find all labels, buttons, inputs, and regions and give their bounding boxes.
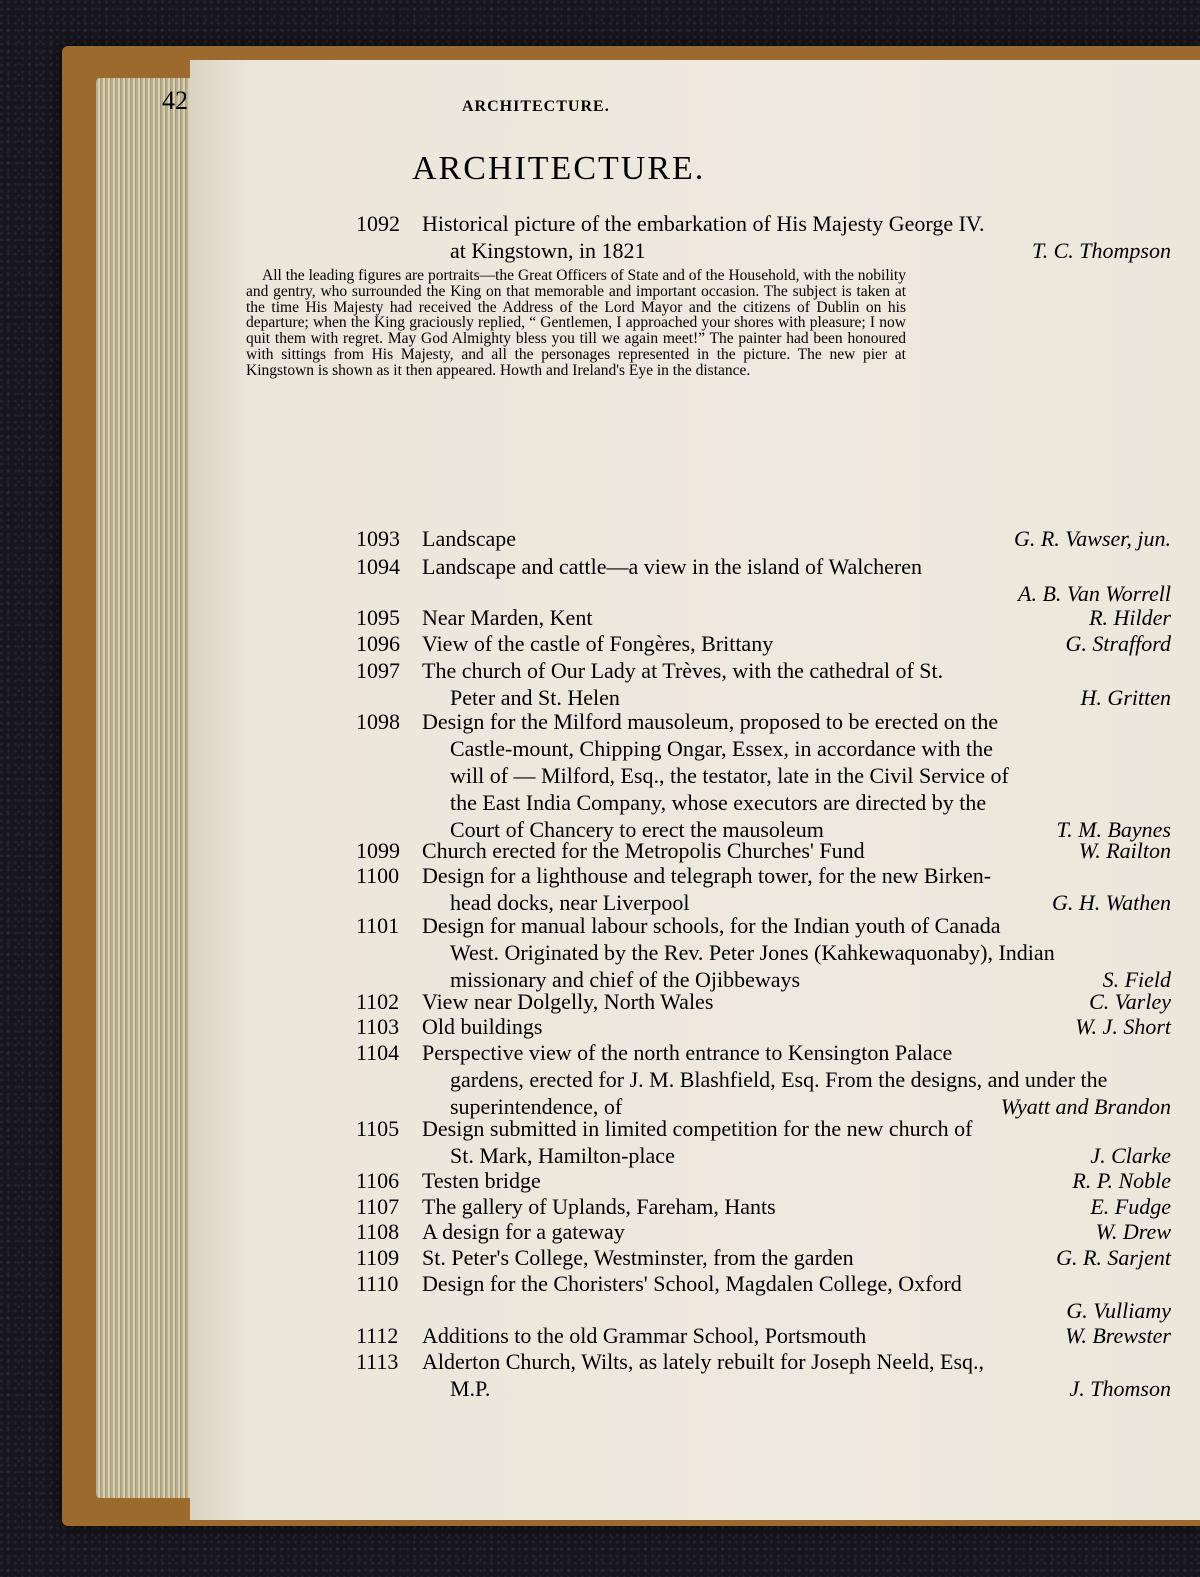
entry-title: A design for a gateway [422,1219,625,1244]
entry-number: 1098 [356,709,400,734]
entry-continuation: St. Mark, Hamilton-place [450,1143,675,1168]
entry-1103 [356,1013,1171,1041]
entry-title: Perspective view of the north entrance to Kensington Palace [422,1040,953,1065]
entry-number: 1100 [356,863,400,888]
entry-1106 [356,1167,1171,1195]
entry-continuation: Peter and St. Helen [450,685,620,710]
entry-1109 [356,1244,1171,1272]
running-title: ARCHITECTURE. [462,98,610,115]
entry-1104 [356,1039,1171,1123]
entry-artist: W. J. Short [1075,1014,1171,1039]
entry-number: 1101 [356,913,400,938]
entry-title: Design for the Choristers' School, Magdalen College, Oxford [422,1271,962,1296]
entry-title: Church erected for the Metropolis Churches' Fund [422,838,865,863]
entry-artist: G. H. Wathen [1052,890,1171,915]
entry-title: Landscape and cattle—a view in the island of Walcheren [422,554,922,579]
entry-number: 1102 [356,989,400,1014]
entry-title: Additions to the old Grammar School, Portsmouth [422,1323,867,1348]
entry-number: 1095 [356,605,400,630]
entry-artist: G. Strafford [1065,631,1171,656]
entry-number: 1112 [356,1323,399,1348]
entry-1100 [356,862,1171,918]
entry-title: Design submitted in limited competition for the new church of [422,1116,973,1141]
entry-1098 [356,708,1171,846]
entry-title: St. Peter's College, Westminster, from the garden [422,1245,854,1270]
entry-continuation: gardens, erected for J. M. Blashfield, Esq. From the designs, and under the superintendence, of [450,1067,1108,1119]
entry-1105 [356,1115,1171,1171]
entry-1102 [356,988,1171,1016]
entry-artist: G. R. Sarjent [1056,1245,1171,1270]
entry-1108 [356,1218,1171,1246]
entry-number: 1097 [356,658,400,683]
entry-continuation: M.P. [450,1376,491,1401]
entry-number: 1093 [356,526,400,551]
entry-artist: C. Varley [1089,989,1171,1014]
entry-artist: G. R. Vawser, jun. [1013,526,1171,551]
entry-title: Design for a lighthouse and telegraph tower, for the new Birken- [422,863,992,888]
entry-title: Old buildings [422,1014,543,1039]
entry-artist: W. Drew [1095,1219,1171,1244]
entry-1110 [356,1270,1171,1326]
entry-title: Design for manual labour schools, for the Indian youth of Canada [422,913,1001,938]
entry-1099 [356,837,1171,865]
entry-continuation: Castle-mount, Chipping Ongar, Essex, in accordance with the will of — Milford, Esq., the testator, late in the Civil Service of the East India Company, whose executors are directed by the Court of Chancery to erect the mausoleum [450,736,1009,842]
entry-artist: S. Field [1102,967,1171,992]
entry-title: Design for the Milford mausoleum, proposed to be erected on the [422,709,999,734]
entry-number: 1113 [356,1349,399,1374]
entry-artist: W. Railton [1078,838,1171,863]
entry-title: The gallery of Uplands, Fareham, Hants [422,1194,776,1219]
entry-1097 [356,657,1171,713]
entry-1092 [356,210,1171,266]
entry-1112 [356,1322,1171,1350]
entry-note: All the leading figures are portraits—the Great Officers of State and of the Household, with the nobility and gentry, who surrounded the King on that memorable and important occasion. The subject is taken at the time His Majesty had received the Address of the Lord Mayor and the citizens of Dublin on his departure; when the King graciously replied, “ Gentlemen, I approached your shores with pleasure; I now quit them with regret. May God Almighty bless you till we again meet!” The painter had been honoured with sittings from His Majesty, and all the personages represented in the picture. The new pier at Kingstown is shown as it then appeared. Howth and Ireland's Eye in the distance. [246,267,906,379]
entry-title: Testen bridge [422,1168,541,1193]
running-head [162,86,982,126]
entry-number: 1105 [356,1116,400,1141]
page-number: 42 [162,86,188,115]
entry-title: View near Dolgelly, North Wales [422,989,714,1014]
entry-artist: J. Thomson [1069,1376,1171,1401]
entry-artist: W. Brewster [1065,1323,1171,1348]
entry-number: 1099 [356,838,400,863]
entry-number: 1096 [356,631,400,656]
entry-1093 [356,525,1171,553]
entry-title: Historical picture of the embarkation of His Majesty George IV. [422,211,985,236]
entry-title: The church of Our Lady at Trèves, with the cathedral of St. [422,658,944,683]
entry-number: 1108 [356,1219,400,1244]
entry-artist: R. Hilder [1089,605,1171,630]
entry-number: 1110 [356,1271,399,1296]
entry-number: 1103 [356,1014,400,1039]
entry-artist: T. C. Thompson [1032,238,1171,263]
entry-number: 1107 [356,1194,400,1219]
section-title: ARCHITECTURE. [412,150,706,187]
entry-artist: J. Clarke [1090,1143,1171,1168]
entry-number: 1104 [356,1040,400,1065]
entry-1107 [356,1193,1171,1221]
entry-1095 [356,604,1171,632]
entry-number: 1092 [356,211,400,236]
entry-title: Near Marden, Kent [422,605,593,630]
entry-artist: G. Vulliamy [1066,1298,1171,1323]
entry-artist: H. Gritten [1080,685,1171,710]
entry-1113 [356,1348,1171,1404]
entry-continuation: West. Originated by the Rev. Peter Jones (Kahkewaquonaby), Indian missionary and chief of the Ojibbeways [450,940,1055,992]
entry-number: 1094 [356,554,400,579]
entry-artist: Wyatt and Brandon [1000,1094,1171,1119]
entry-artist: E. Fudge [1090,1194,1171,1219]
entry-title: Alderton Church, Wilts, as lately rebuilt for Joseph Neeld, Esq., [422,1349,985,1374]
entry-continuation: head docks, near Liverpool [450,890,690,915]
entry-1094 [356,553,1171,609]
entry-1096 [356,630,1171,658]
entry-continuation: at Kingstown, in 1821 [450,238,646,263]
entry-title: Landscape [422,526,517,551]
entry-artist: A. B. Van Worrell [1018,581,1171,606]
entry-number: 1109 [356,1245,400,1270]
entry-1101 [356,912,1171,996]
entry-title: View of the castle of Fongères, Brittany [422,631,774,656]
entry-artist: R. P. Noble [1072,1168,1171,1193]
entry-number: 1106 [356,1168,400,1193]
page-edges [96,78,200,1498]
entry-artist: T. M. Baynes [1056,817,1171,842]
